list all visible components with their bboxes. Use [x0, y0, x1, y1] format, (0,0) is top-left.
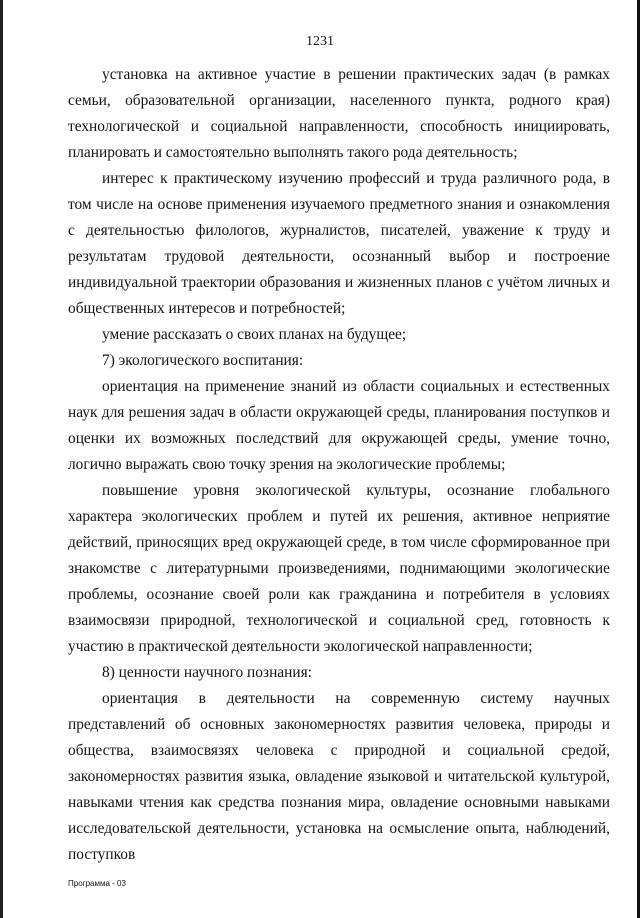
- page-footer: Программа - 03: [68, 879, 126, 888]
- heading-scientific-knowledge: 8) ценности научного познания:: [102, 664, 312, 681]
- heading-ecological-education: 7) экологического воспитания:: [102, 352, 304, 369]
- paragraph-professions-interest: интерес к практическому изучению профессий и труда различного рода, в том числе на основе применения изучаемого предметного знания и ознакомления с деятельностью филологов, журналистов, писателей, уважение к труду и результатам трудовой деятельности, осознанный выбор и построение индивидуальной траектории образования и жизненных планов с учётом личных и общественных интересов и потребностей;: [68, 170, 610, 317]
- page-number: 1231: [306, 34, 334, 49]
- paragraph-practical-tasks: установка на активное участие в решении практических задач (в рамках семьи, образовательной организации, населенного пункта, родного края) технологической и социальной направленности, способность инициировать, планировать и самостоятельно выполнять такого рода деятельность;: [68, 66, 610, 161]
- scan-edge-left: [0, 0, 3, 918]
- document-body: [68, 62, 610, 868]
- paragraph-scientific-orientation: ориентация в деятельности на современную систему научных представлений об основных закономерностях развития человека, природы и общества, взаимосвязях человека с природной и социальной средой, закономерностях развития языка, овладение языковой и читательской культурой, навыками чтения как средства познания мира, овладение основными навыками исследовательской деятельности, установка на осмысление опыта, наблюдений, поступков: [68, 690, 610, 863]
- paragraph-future-plans: умение рассказать о своих планах на будущее;: [102, 326, 407, 343]
- paragraph-knowledge-application: ориентация на применение знаний из области социальных и естественных наук для решения задач в области окружающей среды, планирования поступков и оценки их возможных последствий для окружающей среды, умение точно, логично выражать свою точку зрения на экологические проблемы;: [68, 378, 610, 473]
- paragraph-ecological-culture: повышение уровня экологической культуры, осознание глобального характера экологических проблем и путей их решения, активное неприятие действий, приносящих вред окружающей среде, в том числе сформированное при знакомстве с литературными произведениями, поднимающими экологические проблемы, осознание своей роли как гражданина и потребителя в условиях взаимосвязи природной, технологической и социальной сред, готовность к участию в практической деятельности экологической направленности;: [68, 482, 610, 655]
